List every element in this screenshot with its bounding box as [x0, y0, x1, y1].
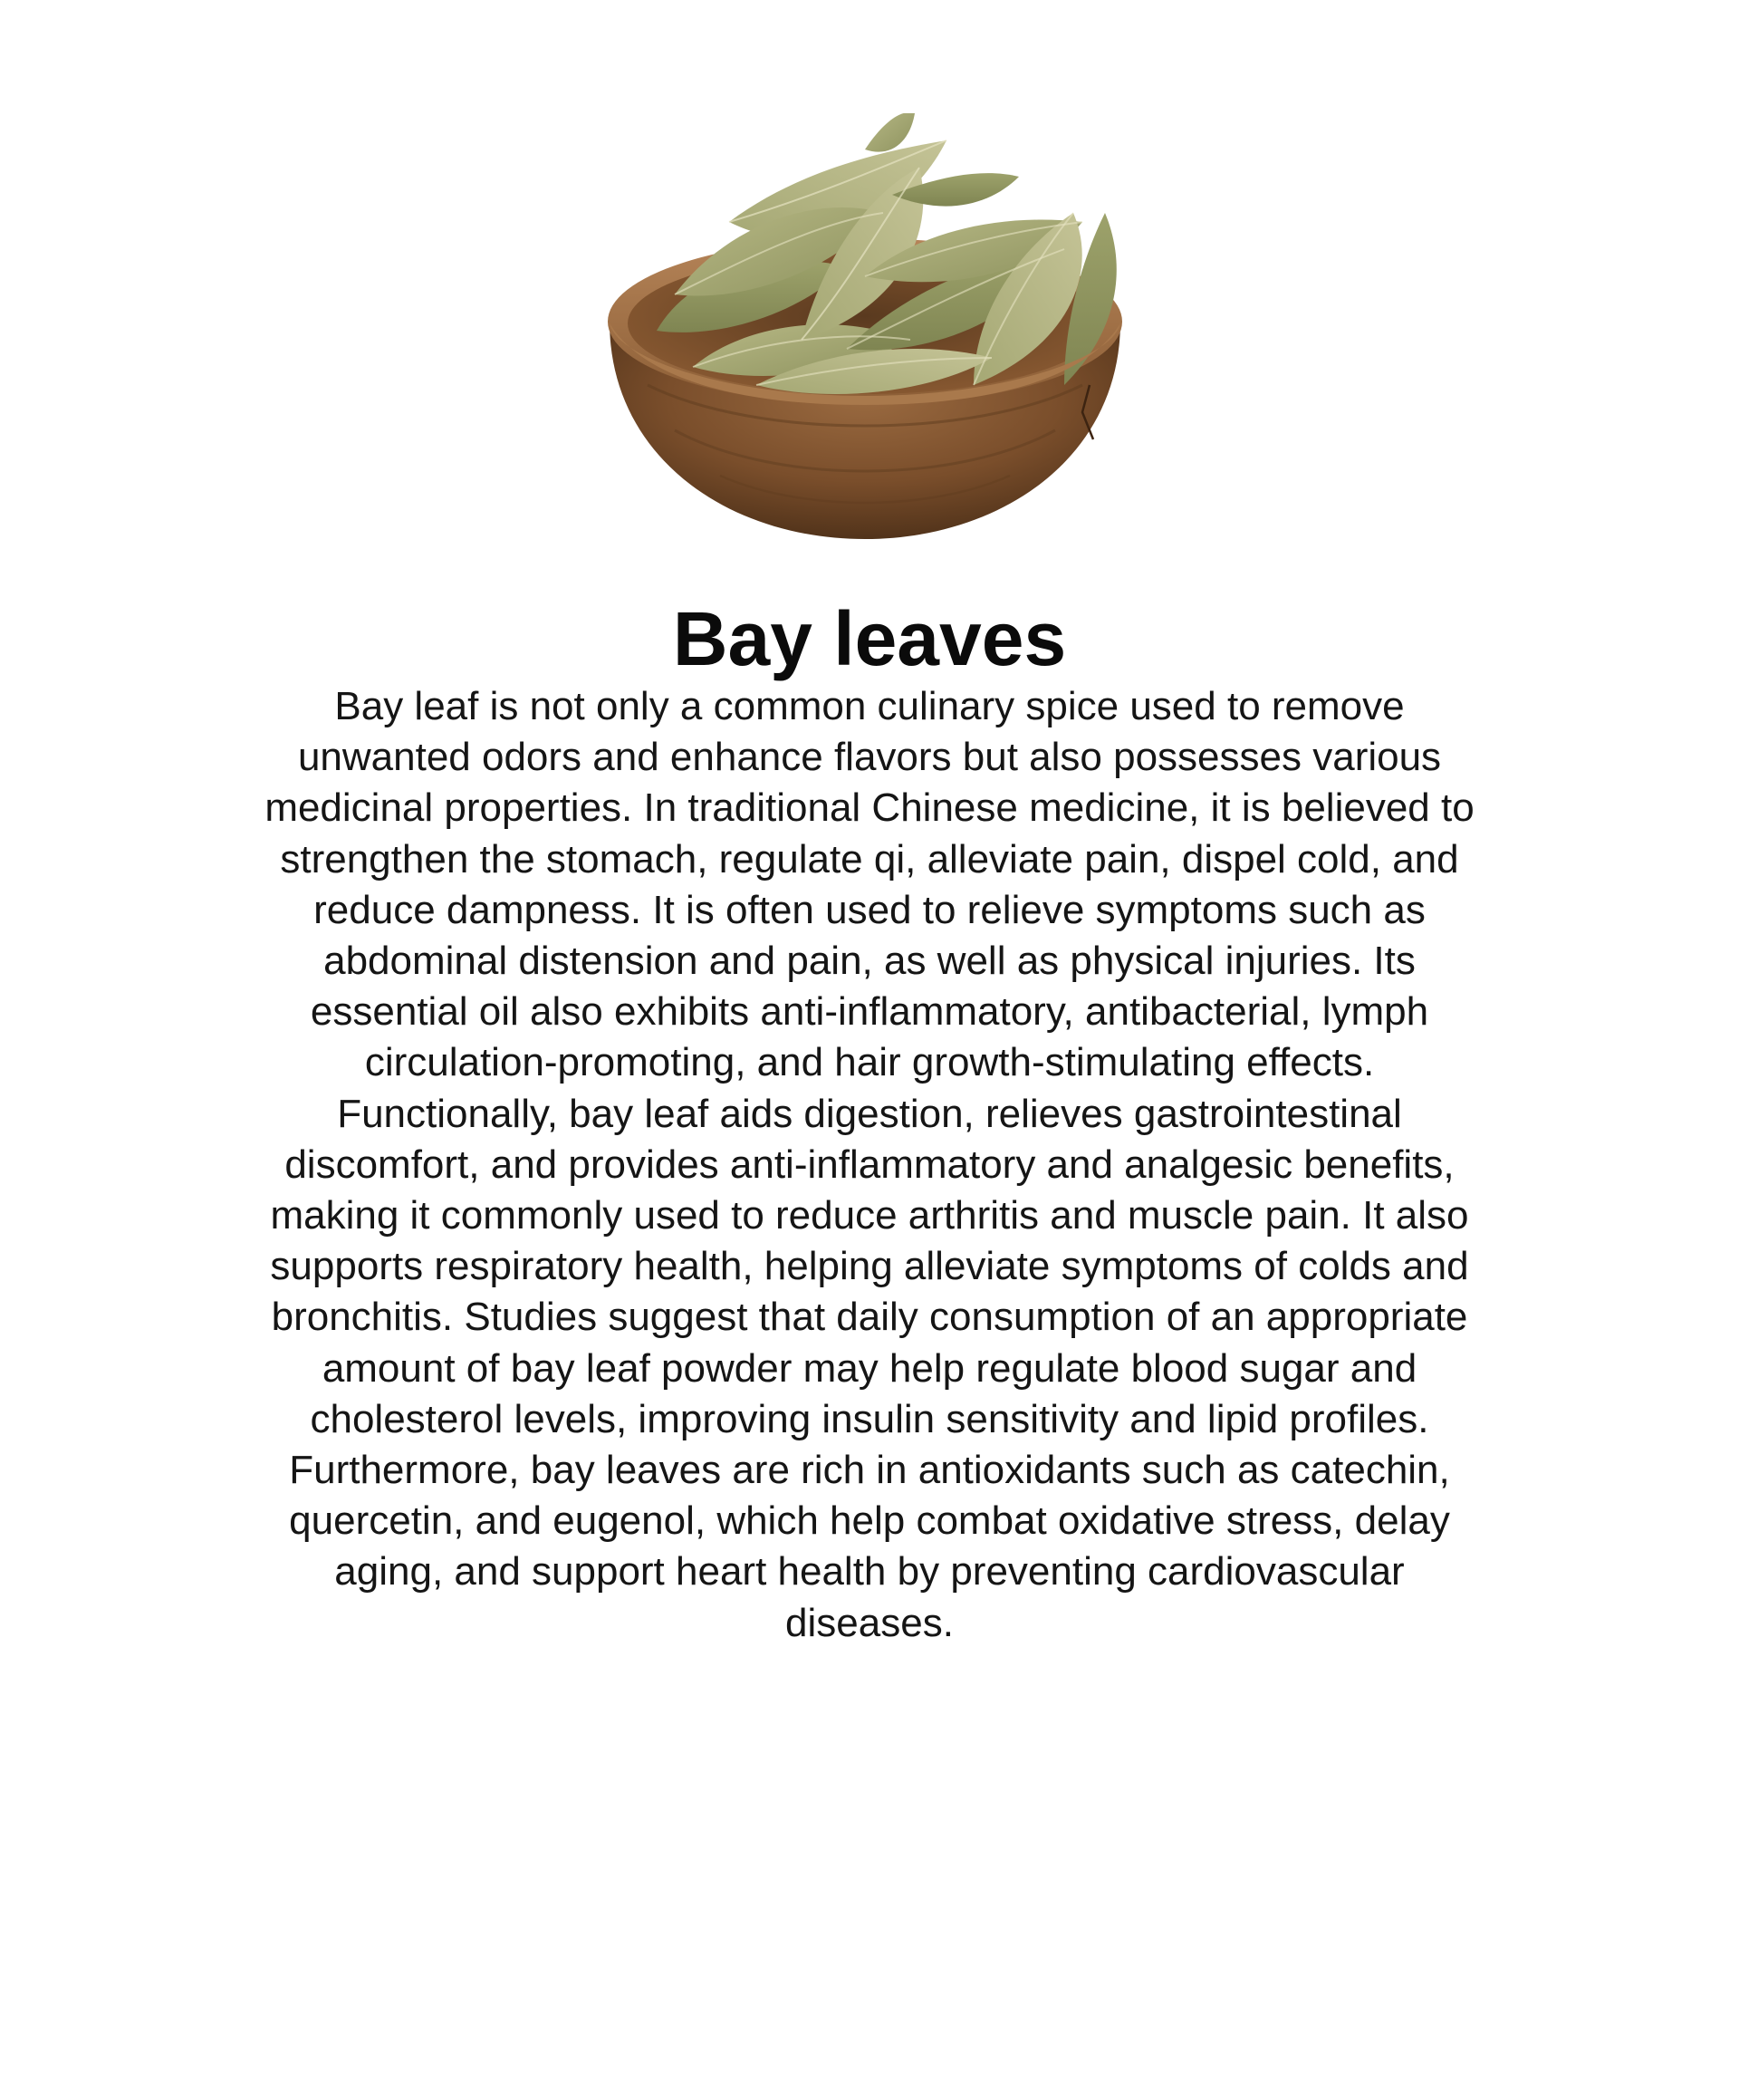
description-text: Bay leaf is not only a common culinary spice used to remove unwanted odors and enhance flavors but also possesses various medicinal properties. In traditional Chinese medicine, it is believed to strengthen the stomach, regulate qi, alleviate pain, dispel cold, and reduce dampness. It is often used to relieve symptoms such as abdominal distension and pain, as well as physical injuries. Its essential oil also exhibits anti-inflammatory, antibacterial, lymph circulation-promoting, and hair growth-stimulating effects. Functionally, bay leaf aids digestion, relieves gastrointestinal discomfort, and provides anti-inflammatory and analgesic benefits, making it commonly used to reduce arthritis and muscle pain. It also supports respiratory health, helping alleviate symptoms of colds and bronchitis. Studies suggest that daily consumption of an appropriate amount of bay leaf powder may help regulate blood sugar and cholesterol levels, improving insulin sensitivity and lipid profiles. Furthermore, bay leaves are rich in antioxidants such as catechin, quercetin, and eugenol, which help combat oxidative stress, delay aging, and support heart health by preventing cardiovascular diseases.	[264, 684, 1475, 1645]
bay-leaf-bowl-icon	[593, 113, 1137, 557]
page-title: Bay leaves	[672, 596, 1067, 681]
